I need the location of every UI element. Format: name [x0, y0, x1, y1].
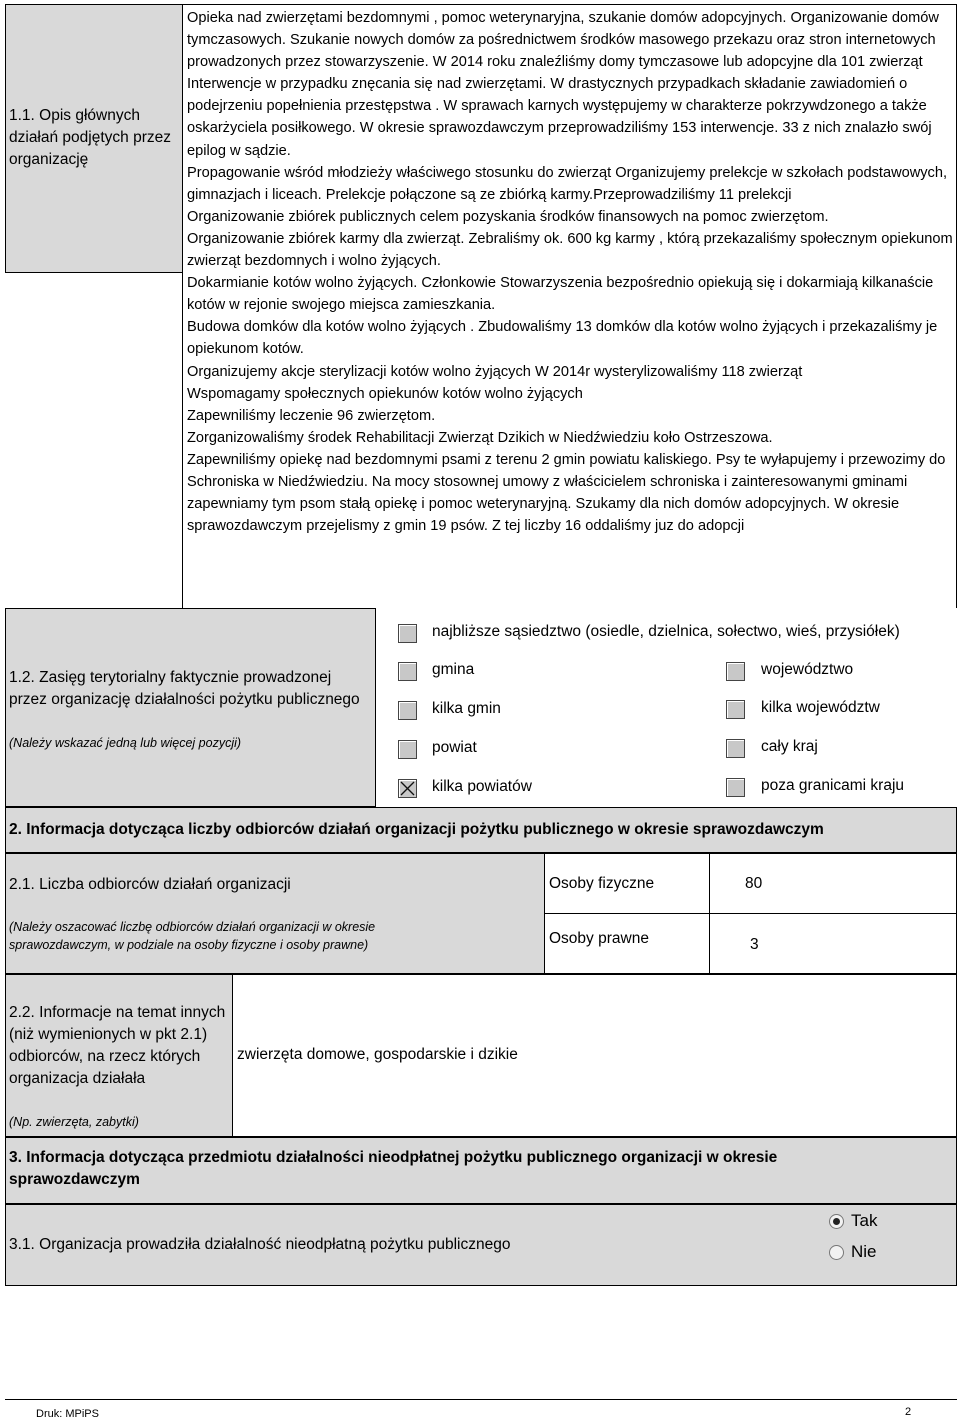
checkbox-wojewodztwo[interactable]: [726, 662, 745, 681]
check-x-icon: [399, 780, 416, 797]
s11-paragraph: Organizowanie zbiórek publicznych celem pozyskania środków finansowych na pomoc zwierzętom.: [187, 208, 829, 225]
osoby-fizyczne-value: 80: [745, 875, 763, 892]
s12-note: (Należy wskazać jedną lub więcej pozycji): [9, 736, 242, 750]
footer-print-label: Druk: MPiPS: [36, 1408, 99, 1420]
s22-label-cell: [5, 974, 233, 1137]
s31-label: 3.1. Organizacja prowadziła działalność nieodpłatną pożytku publicznego: [9, 1236, 511, 1253]
option-kilka-powiatow: kilka powiatów: [432, 778, 532, 795]
s11-label-cell: [5, 4, 183, 273]
option-caly-kraj: cały kraj: [761, 738, 818, 755]
osoby-fizyczne-label-cell: [544, 853, 710, 914]
radio-nie[interactable]: [829, 1245, 844, 1260]
s31-label-cell: [5, 1204, 957, 1286]
checkbox-kilka-wojewodztw[interactable]: [726, 700, 745, 719]
s21-label-cell: [5, 853, 545, 974]
osoby-prawne-value: 3: [750, 936, 759, 953]
s11-paragraph: Zapewniliśmy leczenie 96 zwierzętom.: [187, 407, 436, 424]
s11-paragraph: Organizujemy akcje sterylizacji kotów wolno żyjących W 2014r wysterylizowaliśmy 118 zwierząt: [187, 363, 803, 380]
checkbox-gmina[interactable]: [398, 662, 417, 681]
osoby-prawne-label: Osoby prawne: [549, 930, 649, 947]
s11-paragraph: Zapewniliśmy opiekę nad bezdomnymi psami z terenu 2 gmin powiatu kaliskiego. Psy te wyłapujemy i przewozimy do Schroniska w Niedźwiedziu. Na mocy stosownej umowy z właścicielem schroniska i zainteresowanymi gminami zapewniamy tym psom stałą opiekę i pomoc weterynaryjną. Szukamy dla nich domów adopcyjnych. W okresie sprawozdawczym przejelismy z gmin 19 psów. Z tej liczby 16 oddaliśmy juz do adopcji: [187, 451, 946, 535]
s11-paragraph: Dokarmianie kotów wolno żyjących. Członkowie Stowarzyszenia bezpośrednio opiekują się i dokarmiają kilkanaście kotów w rejonie swojego miejsca zamieszkania.: [187, 275, 934, 314]
checkbox-kilka-gmin[interactable]: [398, 701, 417, 720]
option-poza-granicami-kraju: poza granicami kraju: [761, 777, 905, 794]
s12-label: 1.2. Zasięg terytorialny faktycznie prowadzonej przez organizację działalności pożytku publicznego: [9, 669, 360, 708]
checkbox-poza-granicami-kraju[interactable]: [726, 778, 745, 797]
footer-page-number: 2: [905, 1406, 912, 1418]
radio-selected-dot: [833, 1218, 840, 1225]
checkbox-powiat[interactable]: [398, 740, 417, 759]
checkbox-najblizsze-sasiedztwo[interactable]: [398, 624, 417, 643]
osoby-fizyczne-value-cell: [709, 853, 957, 914]
osoby-prawne-label-cell: [544, 913, 710, 974]
s2-header: 2. Informacja dotycząca liczby odbiorców działań organizacji pożytku publicznego w okresie sprawozdawczym: [9, 821, 824, 838]
footer-rule: [5, 1399, 957, 1400]
s22-label: 2.2. Informacje na temat innych (niż wymienionych w pkt 2.1) odbiorców, na rzecz których organizacja działała: [9, 1004, 226, 1087]
option-kilka-gmin: kilka gmin: [432, 700, 501, 717]
s11-paragraph: Propagowanie wśród młodzieży właściwego stosunku do zwierząt Organizujemy prelekcje w szkołach podstawowych, gimnazjach i liceach. Prelekcje połączone są ze zbiórką karmy.Przeprowadziliśmy 11 prelekcji: [187, 164, 948, 203]
s11-paragraph: Interwencje w przypadku znęcania się nad zwierzętami. W drastycznych przypadkach składanie zawiadomień o podejrzeniu popełnienia przestępstwa . W sprawach karnych występujemy w charakterze pokrzywdzonego a także oskarżyciela posiłkowego. W okresie sprawozdawczym przeprowadziliśmy 153 interwencje. 33 z nich znalazło swój epilog w sądzie.: [187, 76, 932, 159]
s22-note: (Np. zwierzęta, zabytki): [9, 1115, 139, 1129]
radio-tak[interactable]: [829, 1214, 844, 1229]
option-powiat: powiat: [432, 739, 477, 756]
s12-options: [376, 608, 957, 807]
checkbox-caly-kraj[interactable]: [726, 739, 745, 758]
s11-paragraph: Wspomagamy społecznych opiekunów kotów wolno żyjących: [187, 385, 583, 402]
s3-header-cell: [5, 1137, 957, 1204]
radio-nie-label: Nie: [851, 1242, 877, 1261]
s12-label-cell: [5, 608, 376, 807]
option-kilka-wojewodztw: kilka województw: [761, 699, 880, 716]
radio-tak-label: Tak: [851, 1211, 878, 1230]
s22-value-cell: [232, 974, 957, 1137]
option-gmina: gmina: [432, 661, 475, 678]
s11-paragraph: Opieka nad zwierzętami bezdomnymi , pomoc weterynaryjna, szukanie domów adopcyjnych. Organizowanie domów tymczasowych. Szukanie nowych domów za pośrednictwem środków masowego przekazu oraz stron internetowych prowadzonych przez stowarzyszenie. W 2014 roku znaleźliśmy domy tymczasowe lub adopcyjne dla 101 zwierząt: [187, 10, 939, 71]
osoby-prawne-value-cell: [709, 913, 957, 974]
osoby-fizyczne-label: Osoby fizyczne: [549, 875, 655, 892]
s11-paragraph: Zorganizowaliśmy środek Rehabilitacji Zwierząt Dzikich w Niedźwiedziu koło Ostrzeszowa.: [187, 429, 773, 446]
s21-note: (Należy oszacować liczbę odbiorców działań organizacji w okresie sprawozdawczym, w podziale na osoby fizyczne i osoby prawne): [9, 920, 376, 952]
s11-paragraph: Organizowanie zbiórek karmy dla zwierząt. Zebraliśmy ok. 600 kg karmy , którą przekazaliśmy społecznym opiekunom zwierząt bezdomnych i wolno żyjących.: [187, 230, 953, 270]
checkbox-kilka-powiatow[interactable]: [398, 779, 417, 798]
s11-label: 1.1. Opis głównych działań podjętych przez organizację: [9, 107, 171, 168]
s22-value: zwierzęta domowe, gospodarskie i dzikie: [237, 1046, 518, 1063]
s11-description: [187, 7, 955, 537]
s11-paragraph: Budowa domków dla kotów wolno żyjących . Zbudowaliśmy 13 domków dla kotów wolno żyjących i przekazaliśmy je opiekunom kotów.: [187, 319, 938, 358]
option-wojewodztwo: województwo: [761, 661, 854, 678]
s3-header: 3. Informacja dotycząca przedmiotu działalności nieodpłatnej pożytku publicznego organizacji w okresie sprawozdawczym: [9, 1149, 778, 1188]
s11-description-cell: [182, 4, 957, 608]
s21-label: 2.1. Liczba odbiorców działań organizacji: [9, 876, 291, 893]
s2-header-cell: [5, 807, 957, 853]
option-najblizsze-sasiedztwo: najbliższe sąsiedztwo (osiedle, dzielnica, sołectwo, wieś, przysiółek): [432, 623, 900, 640]
